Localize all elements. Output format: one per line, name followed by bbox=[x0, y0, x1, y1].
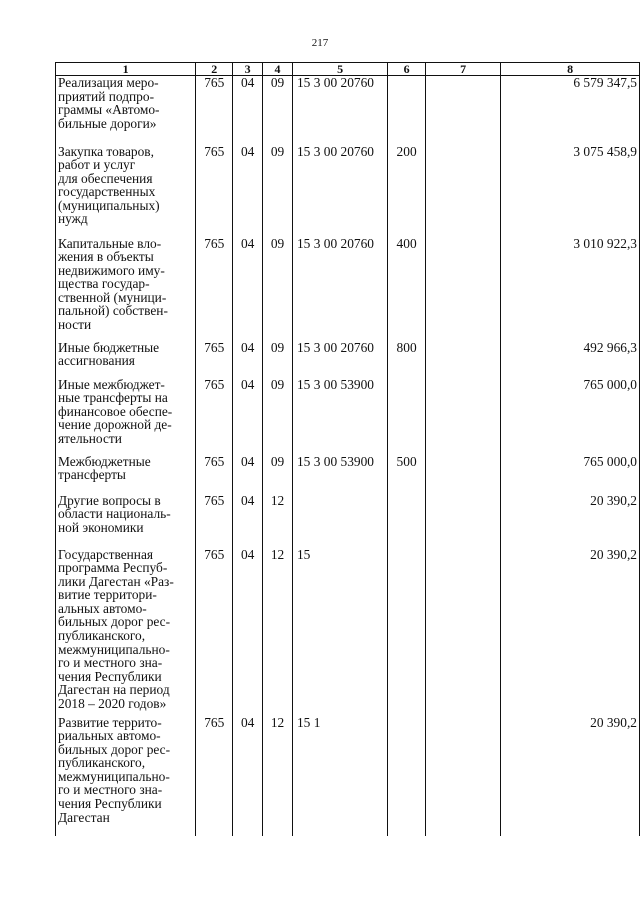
row-amount: 20 390,2 bbox=[501, 548, 640, 716]
row-name: Закупка товаров, работ и услуг для обеспечения государственных (муниципальных) нужд bbox=[56, 145, 196, 237]
row-name: Другие вопросы в области националь- ной экономики bbox=[56, 494, 196, 548]
row-code-7 bbox=[426, 716, 501, 836]
table-row bbox=[56, 237, 640, 341]
row-code-6 bbox=[388, 76, 426, 145]
row-code-7 bbox=[426, 237, 501, 341]
budget-table bbox=[55, 62, 640, 836]
row-code-3: 04 bbox=[233, 145, 263, 237]
row-code-6 bbox=[388, 716, 426, 836]
row-code-6 bbox=[388, 494, 426, 548]
row-code-7 bbox=[426, 341, 501, 378]
row-code-5: 15 3 00 53900 bbox=[292, 378, 387, 455]
table-row bbox=[56, 455, 640, 494]
row-name: Иные межбюджет- ные трансферты на финансовое обеспе- чение дорожной де- ятельности bbox=[56, 378, 196, 455]
row-name: Государственная программа Респуб- лики Дагестан «Раз- витие территори- альных автомо- бильных дорог рес- публиканского, межмуниципально- го и местного зна- чения Республики Дагестан на период 2018 – 2020 годов» bbox=[56, 548, 196, 716]
row-code-2: 765 bbox=[196, 76, 233, 145]
row-code-6 bbox=[388, 378, 426, 455]
page-number: 217 bbox=[311, 37, 329, 49]
row-code-4: 12 bbox=[263, 548, 293, 716]
table-row bbox=[56, 378, 640, 455]
row-code-5: 15 3 00 53900 bbox=[292, 455, 387, 494]
row-amount: 6 579 347,5 bbox=[501, 76, 640, 145]
row-code-4: 12 bbox=[263, 494, 293, 548]
row-code-6: 400 bbox=[388, 237, 426, 341]
row-code-5: 15 3 00 20760 bbox=[292, 76, 387, 145]
table-row bbox=[56, 341, 640, 378]
table-row bbox=[56, 76, 640, 145]
column-header-2: 2 bbox=[196, 63, 233, 76]
table-row bbox=[56, 494, 640, 548]
column-header-3: 3 bbox=[233, 63, 263, 76]
row-code-5: 15 3 00 20760 bbox=[292, 341, 387, 378]
column-header-1: 1 bbox=[56, 63, 196, 76]
row-name: Развитие террито- риальных автомо- бильных дорог рес- публиканского, межмуниципально- го и местного зна- чения Республики Дагестан bbox=[56, 716, 196, 836]
column-header-8: 8 bbox=[501, 63, 640, 76]
row-name: Иные бюджетные ассигнования bbox=[56, 341, 196, 378]
row-code-2: 765 bbox=[196, 341, 233, 378]
row-name: Межбюджетные трансферты bbox=[56, 455, 196, 494]
row-code-5: 15 1 bbox=[292, 716, 387, 836]
row-code-6: 800 bbox=[388, 341, 426, 378]
row-amount: 3 010 922,3 bbox=[501, 237, 640, 341]
row-code-4: 09 bbox=[263, 76, 293, 145]
row-code-2: 765 bbox=[196, 378, 233, 455]
row-code-4: 09 bbox=[263, 341, 293, 378]
row-code-5: 15 bbox=[292, 548, 387, 716]
row-code-5: 15 3 00 20760 bbox=[292, 237, 387, 341]
row-code-2: 765 bbox=[196, 716, 233, 836]
row-code-7 bbox=[426, 145, 501, 237]
column-header-4: 4 bbox=[263, 63, 293, 76]
table-row bbox=[56, 716, 640, 836]
row-code-3: 04 bbox=[233, 455, 263, 494]
row-code-3: 04 bbox=[233, 341, 263, 378]
row-amount: 492 966,3 bbox=[501, 341, 640, 378]
row-amount: 765 000,0 bbox=[501, 455, 640, 494]
row-code-3: 04 bbox=[233, 494, 263, 548]
row-amount: 3 075 458,9 bbox=[501, 145, 640, 237]
row-code-4: 09 bbox=[263, 237, 293, 341]
row-code-3: 04 bbox=[233, 237, 263, 341]
row-code-6 bbox=[388, 548, 426, 716]
column-header-6: 6 bbox=[388, 63, 426, 76]
row-name: Капитальные вло- жения в объекты недвижимого иму- щества государ- ственной (муници- пальной) собствен- ности bbox=[56, 237, 196, 341]
row-code-2: 765 bbox=[196, 548, 233, 716]
row-code-4: 12 bbox=[263, 716, 293, 836]
row-code-3: 04 bbox=[233, 378, 263, 455]
row-code-4: 09 bbox=[263, 455, 293, 494]
row-code-5 bbox=[292, 494, 387, 548]
table-row bbox=[56, 548, 640, 716]
table-row bbox=[56, 145, 640, 237]
column-header-5: 5 bbox=[292, 63, 387, 76]
row-code-2: 765 bbox=[196, 494, 233, 548]
row-code-4: 09 bbox=[263, 378, 293, 455]
row-code-2: 765 bbox=[196, 145, 233, 237]
row-code-3: 04 bbox=[233, 716, 263, 836]
row-code-3: 04 bbox=[233, 548, 263, 716]
row-code-7 bbox=[426, 494, 501, 548]
row-code-6: 500 bbox=[388, 455, 426, 494]
row-amount: 20 390,2 bbox=[501, 494, 640, 548]
row-code-6: 200 bbox=[388, 145, 426, 237]
column-header-7: 7 bbox=[426, 63, 501, 76]
row-amount: 765 000,0 bbox=[501, 378, 640, 455]
row-code-2: 765 bbox=[196, 237, 233, 341]
row-code-7 bbox=[426, 378, 501, 455]
row-name: Реализация меро- приятий подпро- граммы «Автомо- бильные дороги» bbox=[56, 76, 196, 145]
header-row bbox=[56, 63, 640, 76]
row-code-4: 09 bbox=[263, 145, 293, 237]
row-code-2: 765 bbox=[196, 455, 233, 494]
row-code-7 bbox=[426, 455, 501, 494]
row-code-5: 15 3 00 20760 bbox=[292, 145, 387, 237]
row-code-7 bbox=[426, 548, 501, 716]
row-amount: 20 390,2 bbox=[501, 716, 640, 836]
row-code-7 bbox=[426, 76, 501, 145]
row-code-3: 04 bbox=[233, 76, 263, 145]
